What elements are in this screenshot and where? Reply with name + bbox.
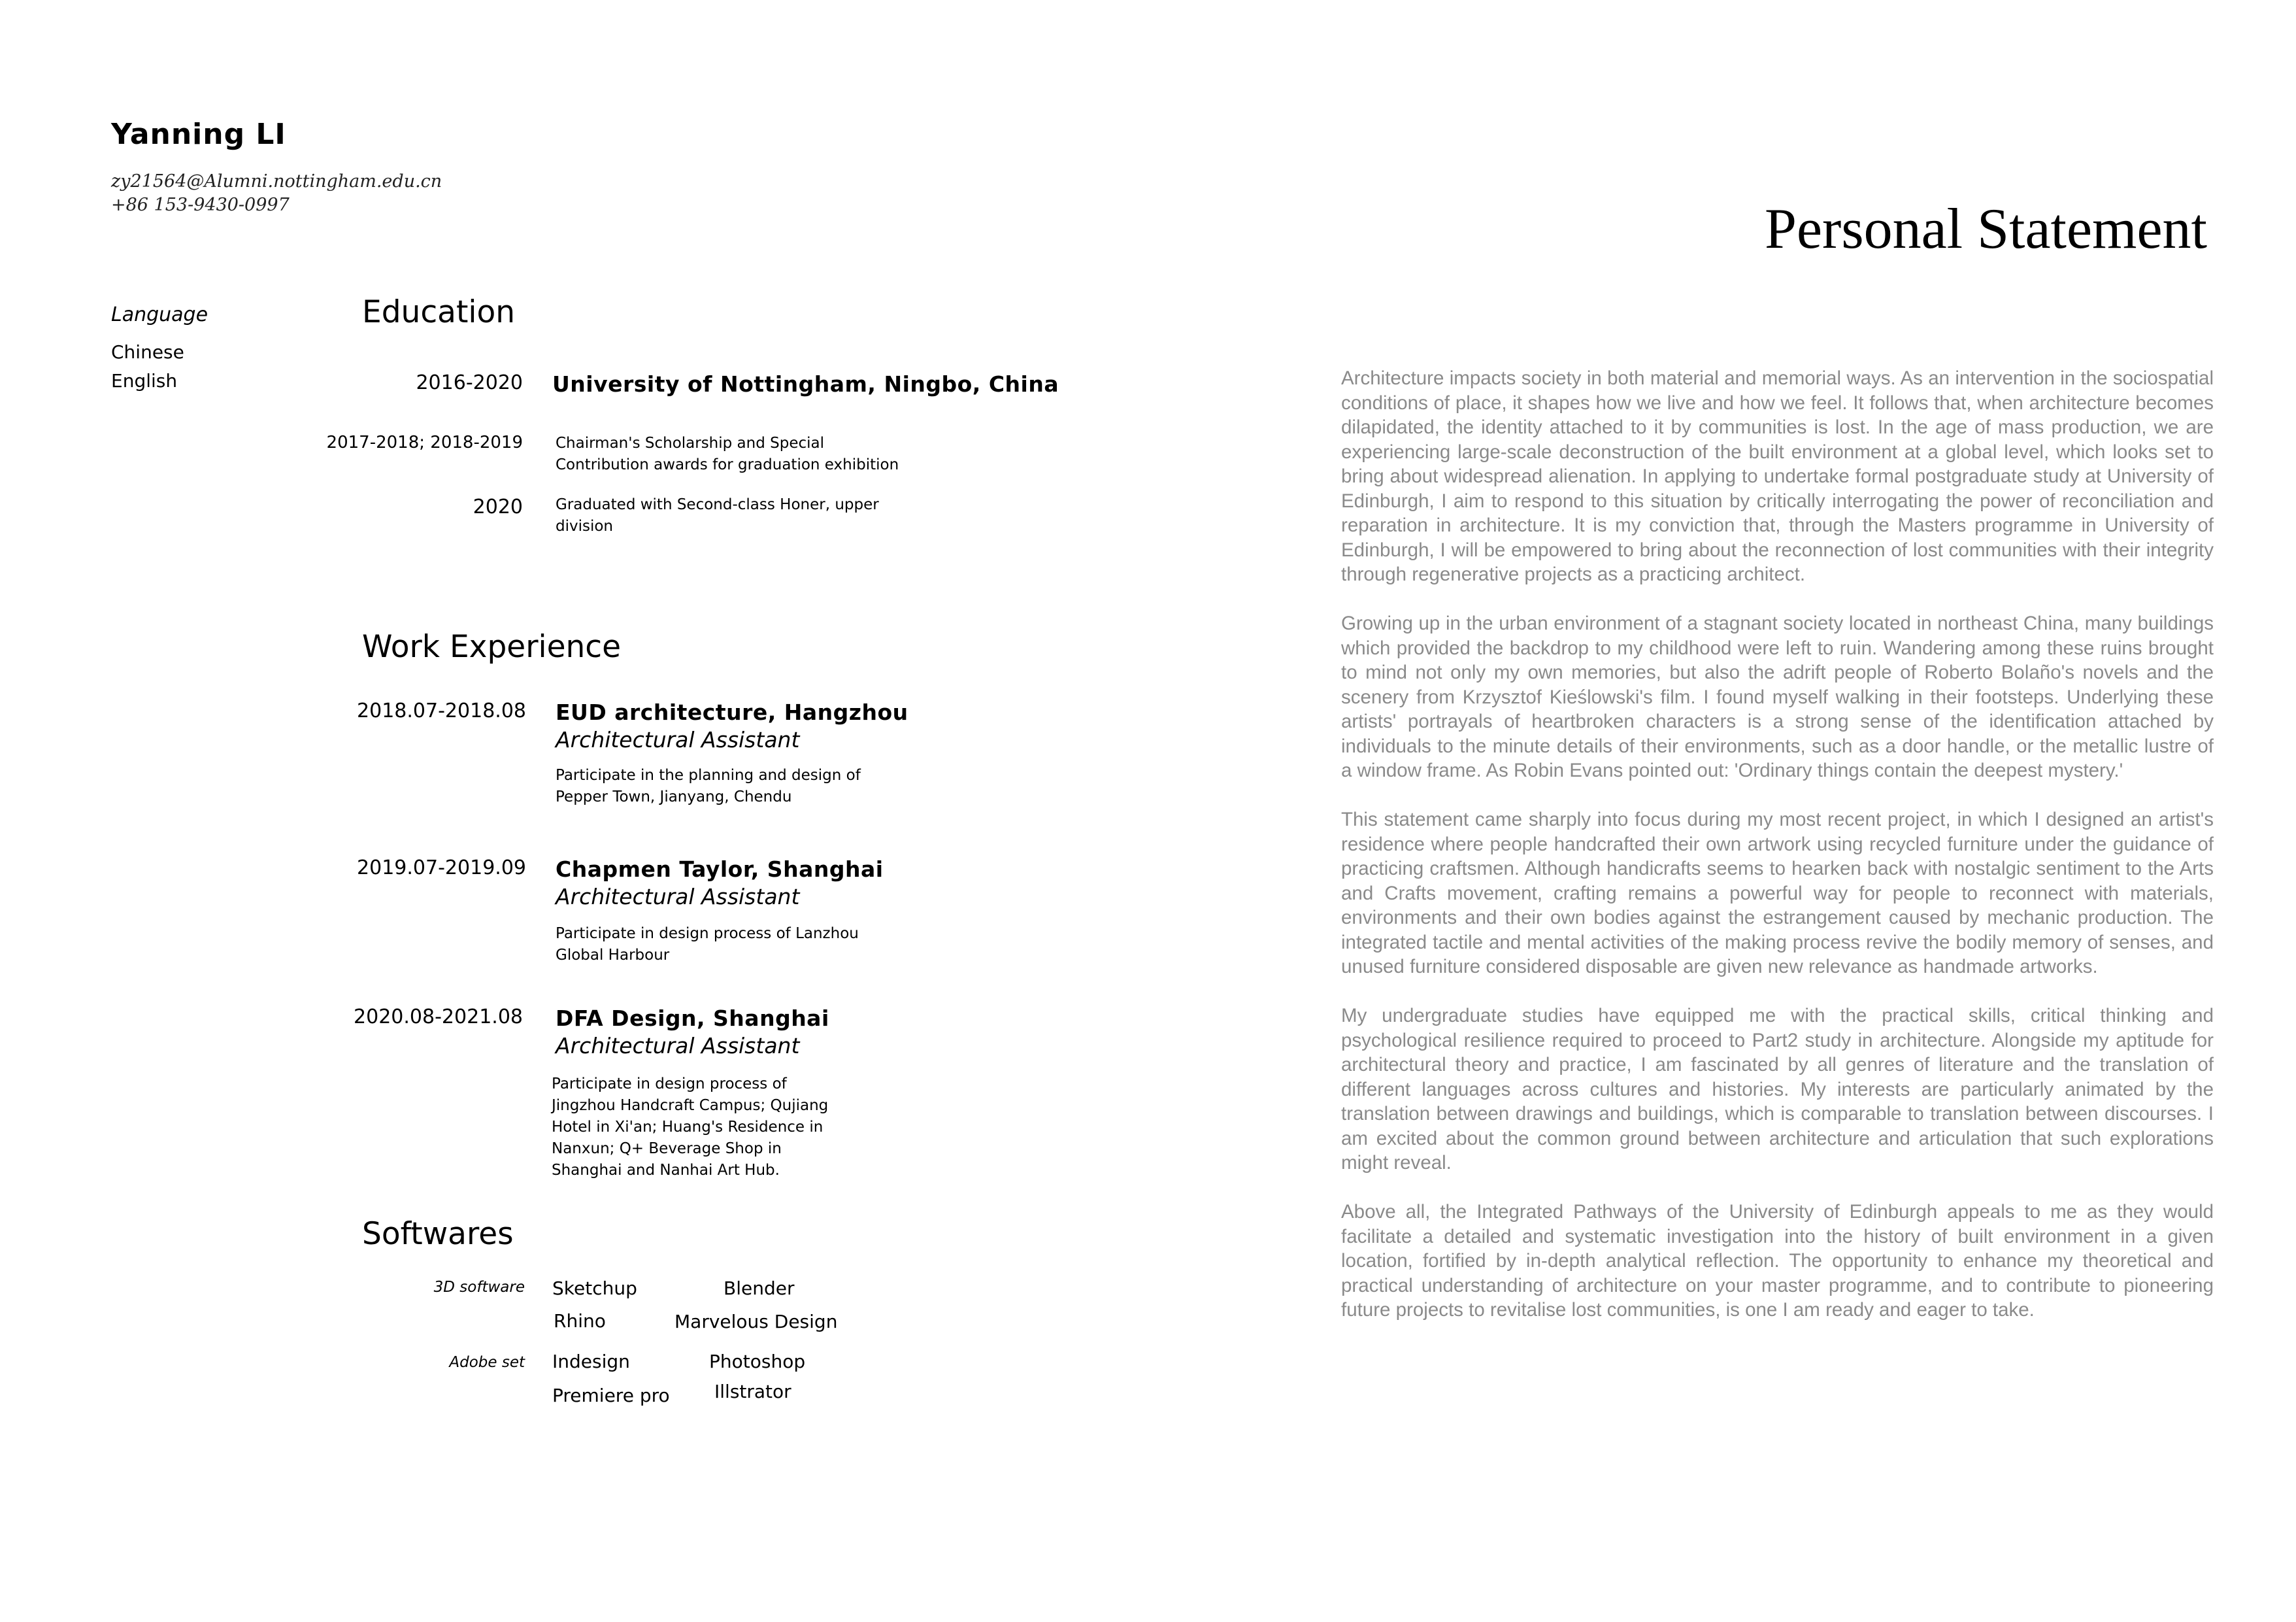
software-item: Illstrator <box>714 1381 791 1402</box>
work-date: 2018.07-2018.08 <box>357 700 526 722</box>
work-role: Architectural Assistant <box>556 727 800 752</box>
education-note: Graduated with Second-class Honer, upper division <box>556 496 879 535</box>
work-experience-heading: Work Experience <box>362 629 622 665</box>
software-item: Rhino <box>554 1310 606 1332</box>
softwares-heading: Softwares <box>362 1216 514 1252</box>
language-item: Chinese <box>111 341 184 363</box>
statement-paragraph: Architecture impacts society in both material and memorial ways. As an intervention in the sociospatial conditions of place, it shapes how we live and how we feel. It follows that, when architecture becomes dilapidated, the identity attached to it by communities is lost. In the age of mass production, we are experiencing large-scale deconstruction of the built environment at a global level, which looks set to bring about widespread alienation. In applying to undertake formal postgraduate study at University of Edinburgh, I aim to respond to this situation by critically interrogating the power of reconciliation and reparation in architecture. It is my conviction that, through the Masters programme in University of Edinburgh, I will be empowered to bring about the reconnection of lost communities with their integrity through regenerative projects as a practicing architect. <box>1341 367 2214 585</box>
work-description: Participate in design process of Lanzhou Global Harbour <box>556 925 859 964</box>
software-item: Blender <box>724 1277 795 1299</box>
software-item: Marvelous Design <box>674 1311 838 1332</box>
software-item: Photoshop <box>709 1351 806 1372</box>
software-item: Premiere pro <box>552 1385 670 1406</box>
personal-statement-body <box>1341 366 2214 1347</box>
software-category: Adobe set <box>449 1354 525 1371</box>
work-role: Architectural Assistant <box>556 1033 800 1058</box>
education-note: Chairman's Scholarship and Special Contribution awards for graduation exhibition <box>556 435 899 473</box>
work-description: Participate in the planning and design of Pepper Town, Jianyang, Chendu <box>556 767 861 805</box>
personal-statement-title: Personal Statement <box>1765 197 2207 261</box>
applicant-name: Yanning LI <box>111 118 286 151</box>
education-institution: University of Nottingham, Ningbo, China <box>552 371 1059 397</box>
education-heading: Education <box>362 294 515 330</box>
statement-paragraph: Above all, the Integrated Pathways of the University of Edinburgh appeals to me as they would facilitate a detailed and systematic investigation into the history of built environment in a given location, fortified by in-depth analytical reflection. The opportunity to enhance my theoretical and practical understanding of architecture on your master programme, and to contribute to pioneering future projects to revitalise lost communities, is one I am ready and eager to take. <box>1341 1201 2214 1321</box>
work-date: 2020.08-2021.08 <box>354 1005 523 1028</box>
work-company: DFA Design, Shanghai <box>556 1005 829 1031</box>
statement-paragraph: Growing up in the urban environment of a stagnant society located in northeast China, many buildings which provided the backdrop to my childhood were left to ruin. Wandering among these ruins brought to mind not only my own memories, but also the adrift people of Roberto Bolaño's novels and the scenery from Krzysztof Kieślowski's film. I found myself walking in their footsteps. Underlying these artists' portrayals of heartbroken characters is a strong sense of the identification attached by individuals to the minute details of their environments, such as a door handle, or the metallic lustre of a window frame. As Robin Evans pointed out: 'Ordinary things contain the deepest mystery.' <box>1341 613 2214 781</box>
work-date: 2019.07-2019.09 <box>357 856 526 879</box>
work-company: Chapmen Taylor, Shanghai <box>556 856 884 882</box>
language-heading: Language <box>111 303 208 326</box>
email-text: zy21564@Alumni.nottingham.edu.cn <box>111 171 442 192</box>
statement-paragraph: My undergraduate studies have equipped me with the practical skills, critical thinking and psychological resilience required to proceed to Part2 study in architecture. Alongside my aptitude for architectural theory and practice, I am fascinated by all genres of literature and the translation of different languages across cultures and histories. My interests are particularly animated by the translation between drawings and buildings, which is comparable to translation between discourses. I am excited about the common ground between architecture and articulation that such explorations might reveal. <box>1341 1005 2214 1174</box>
education-date: 2017-2018; 2018-2019 <box>326 433 523 452</box>
software-item: Sketchup <box>552 1277 637 1299</box>
education-date: 2020 <box>473 496 523 518</box>
phone-text: +86 153-9430-0997 <box>111 195 290 215</box>
language-item: English <box>111 370 178 392</box>
work-description: Participate in design process of Jingzhou Handcraft Campus; Qujiang Hotel in Xi'an; Huang's Residence in Nanxun; Q+ Beverage Shop in Shanghai and Nanhai Art Hub. <box>552 1075 829 1179</box>
work-company: EUD architecture, Hangzhou <box>556 700 908 725</box>
work-role: Architectural Assistant <box>556 884 800 909</box>
software-item: Indesign <box>552 1351 630 1372</box>
statement-paragraph: This statement came sharply into focus during my most recent project, in which I designed an artist's residence where people handcrafted their own artwork using recycled furniture under the guidance of practicing craftsmen. Although handicrafts seems to hearken back with nostalgic sentiment to the Arts and Crafts movement, crafting remains a powerful way for people to reconnect with materials, environments and their own bodies against the estrangement caused by mechanic production. The integrated tactile and mental activities of the making process revive the bodily memory of senses, and unused furniture considered disposable are given new relevance as handmade artworks. <box>1341 809 2214 977</box>
software-category: 3D software <box>433 1279 525 1296</box>
education-date: 2016-2020 <box>416 371 523 394</box>
